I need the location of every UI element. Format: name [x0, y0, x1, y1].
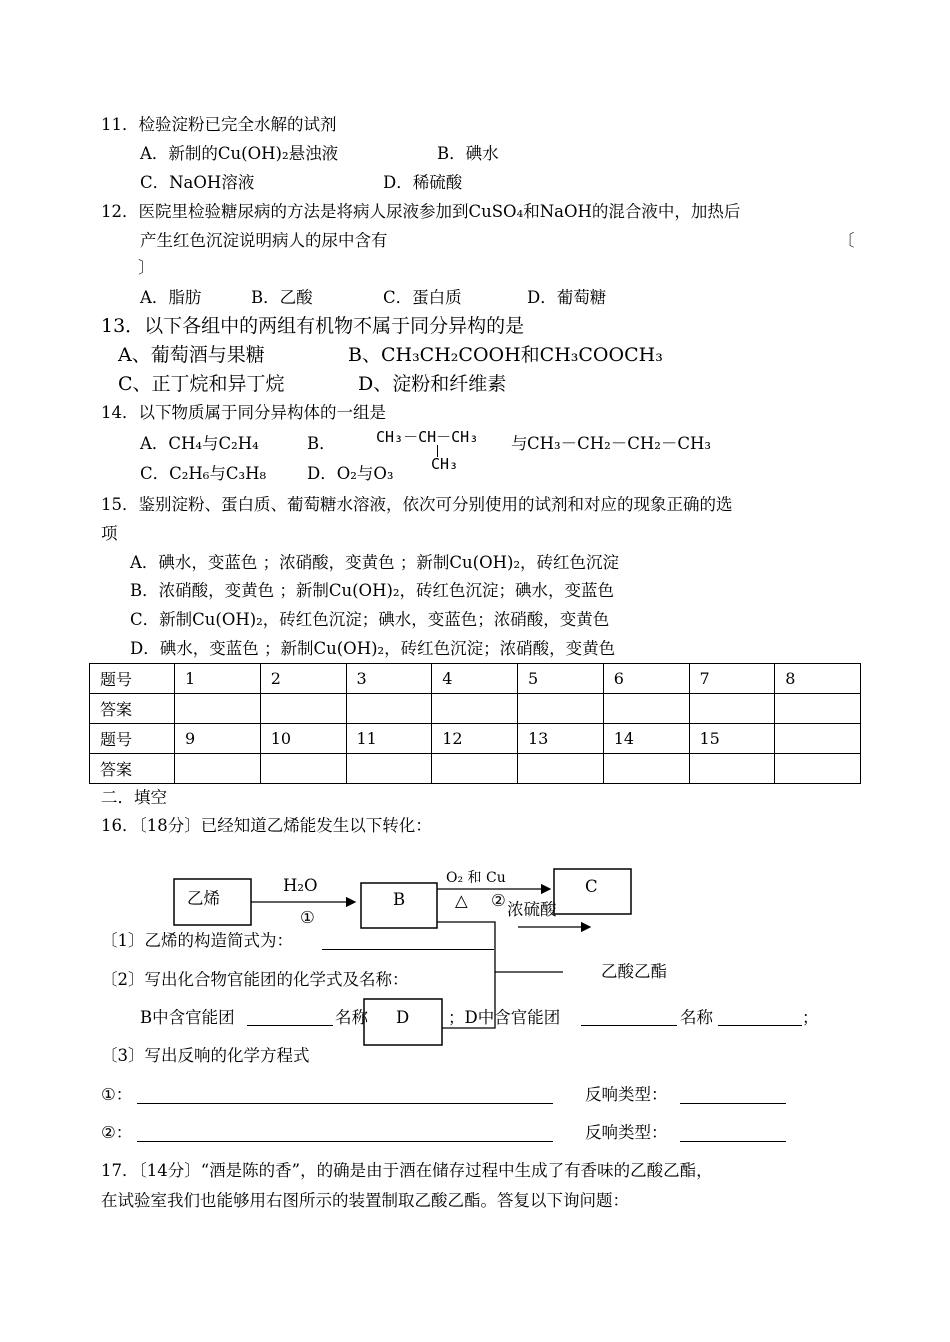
q11-stem: 11．检验淀粉已完全水解的试剂 — [101, 115, 337, 134]
connector-b — [437, 922, 563, 972]
equation-1-blank[interactable] — [137, 1103, 553, 1104]
equation-2-blank[interactable] — [137, 1141, 553, 1142]
q12-paren-close: 〕 — [138, 258, 155, 277]
q14-option-b-label: B． — [307, 434, 336, 453]
q16-part3: 〔3〕写出反响的化学方程式 — [101, 1046, 310, 1065]
answer-table-cell: 9 — [175, 724, 261, 754]
box-ethylene-label: 乙烯 — [187, 889, 220, 908]
q12-option-b: B．乙酸 — [251, 288, 313, 307]
q16-part1-blank[interactable] — [322, 949, 494, 950]
reaction-type-1-label: 反响类型： — [585, 1085, 668, 1104]
q14-option-c: C．C₂H₆与C₃H₈ — [140, 464, 267, 483]
q15-stem-line2: 项 — [101, 524, 118, 543]
answer-table-header-cell: 答案 — [90, 754, 175, 784]
q13-option-b: B、CH₃CH₂COOH和CH₃COOCH₃ — [348, 344, 663, 366]
q13-option-a: A、葡萄酒与果糖 — [118, 344, 265, 366]
q12-option-d: D．葡萄糖 — [527, 288, 607, 307]
q16-part2-name1: 名称 — [335, 1008, 368, 1027]
q12-option-c: C．蛋白质 — [383, 288, 462, 307]
q12-option-a: A．脂肪 — [140, 288, 202, 307]
reagent-sulfuric-acid: 浓硫酸 — [507, 900, 557, 919]
answer-table-cell: 2 — [260, 664, 346, 694]
equation-1-label: ①： — [101, 1085, 133, 1104]
answer-table-cell: 1 — [175, 664, 261, 694]
box-b-label: B — [393, 890, 406, 909]
q16-part2-name2: 名称 — [680, 1008, 713, 1027]
answer-table-cell: 15 — [689, 724, 775, 754]
q12-paren-open: 〔 — [838, 231, 855, 250]
answer-table-cell: 3 — [346, 664, 432, 694]
product-ethyl-acetate: 乙酸乙酯 — [601, 962, 667, 981]
q11-option-c: C．NaOH溶液 — [140, 173, 255, 192]
q14-option-a: A．CH₄与C₂H₄ — [140, 434, 259, 453]
q12-stem-line2: 产生红色沉淀说明病人的尿中含有 — [140, 231, 388, 250]
q11-option-d: D．稀硫酸 — [383, 173, 463, 192]
answer-table-cell: 10 — [260, 724, 346, 754]
answer-table-header-cell: 答案 — [90, 694, 175, 724]
q17-stem-line2: 在试验室我们也能够用右图所示的装置制取乙酸乙酯。答复以下询问题： — [101, 1191, 629, 1210]
q13-option-c: C、正丁烷和异丁烷 — [118, 373, 285, 395]
q14-linear-structure: CH₃－CH₂－CH₂－CH₃ — [527, 434, 712, 453]
answer-table-cell: 13 — [518, 724, 604, 754]
q12-stem: 12．医院里检验糖尿病的方法是将病人尿液参加到CuSO₄和NaOH的混合液中，加热后 — [101, 202, 741, 221]
step-2-marker: ② — [491, 891, 506, 910]
answer-table-cell: 11 — [346, 724, 432, 754]
q16-d-group-blank[interactable] — [581, 1025, 677, 1026]
answer-table-cell: 12 — [432, 724, 518, 754]
heat-symbol: △ — [455, 891, 468, 910]
q14-branched-structure: CH₃－CH－CH₃ — [376, 428, 479, 446]
q16-part1: 〔1〕乙烯的构造简式为： — [101, 931, 293, 950]
q16-b-group-blank[interactable] — [247, 1025, 333, 1026]
answer-table-cell: 5 — [518, 664, 604, 694]
equation-2-label: ②： — [101, 1123, 133, 1142]
q17-stem: 17．〔14分〕“酒是陈的香”，的确是由于酒在储存过程中生成了有香味的乙酸乙酯， — [101, 1161, 713, 1180]
answer-table-cell: 6 — [603, 664, 689, 694]
q16-stem: 16．〔18分〕已经知道乙烯能发生以下转化： — [101, 816, 432, 835]
reaction-type-2-blank[interactable] — [680, 1141, 786, 1142]
answer-table-cell: 4 — [432, 664, 518, 694]
box-c-label: C — [585, 877, 598, 896]
q11-option-a: A．新制的Cu(OH)₂悬浊液 — [140, 144, 339, 163]
step-1-marker: ① — [300, 908, 315, 927]
answer-table-cell: 8 — [775, 664, 861, 694]
reaction-type-1-blank[interactable] — [680, 1103, 786, 1104]
q15-option-b: B．浓硝酸，变黄色 ；新制Cu(OH)₂，砖红色沉淀；碘水，变蓝色 — [130, 581, 615, 600]
q16-part2: 〔2〕写出化合物官能团的化学式及名称： — [101, 970, 409, 989]
q15-option-a: A．碘水，变蓝色 ；浓硝酸，变黄色 ；新制Cu(OH)₂，砖红色沉淀 — [130, 553, 620, 572]
answer-table-cell: 14 — [603, 724, 689, 754]
q15-option-c: C．新制Cu(OH)₂，砖红色沉淀；碘水，变蓝色；浓硝酸，变黄色 — [130, 610, 610, 629]
reagent-o2-cu: O₂ 和 Cu — [446, 870, 506, 886]
q14-option-d: D．O₂与O₃ — [307, 464, 394, 483]
reaction-type-2-label: 反响类型： — [585, 1123, 668, 1142]
q14-stem: 14．以下物质属于同分异构体的一组是 — [101, 403, 386, 422]
q14-option-b-conj: 与 — [511, 434, 528, 453]
q15-option-d: D．碘水，变蓝色 ；新制Cu(OH)₂，砖红色沉淀；浓硝酸，变黄色 — [130, 639, 616, 658]
q14-branch-methyl: CH₃ — [431, 455, 459, 473]
answer-table-header-cell: 题号 — [90, 664, 175, 694]
q16-d-name-blank[interactable] — [718, 1025, 802, 1026]
q13-stem: 13．以下各组中的两组有机物不属于同分异构的是 — [101, 315, 525, 337]
q16-part2-end: ； — [802, 1008, 819, 1027]
box-d-label: D — [396, 1008, 410, 1027]
answer-table-cell: 7 — [689, 664, 775, 694]
q11-option-b: B．碘水 — [437, 144, 499, 163]
reagent-water: H₂O — [283, 876, 318, 895]
q15-stem: 15．鉴别淀粉、蛋白质、葡萄糖水溶液，依次可分别使用的试剂和对应的现象正确的选 — [101, 495, 733, 514]
q16-part2-d: ；D中含官能团 — [448, 1008, 561, 1027]
q16-part2-b: B中含官能团 — [140, 1008, 235, 1027]
q13-option-d: D、淀粉和纤维素 — [358, 373, 507, 395]
section-title: 二．填空 — [101, 788, 167, 807]
answer-table-header-cell: 题号 — [90, 724, 175, 754]
